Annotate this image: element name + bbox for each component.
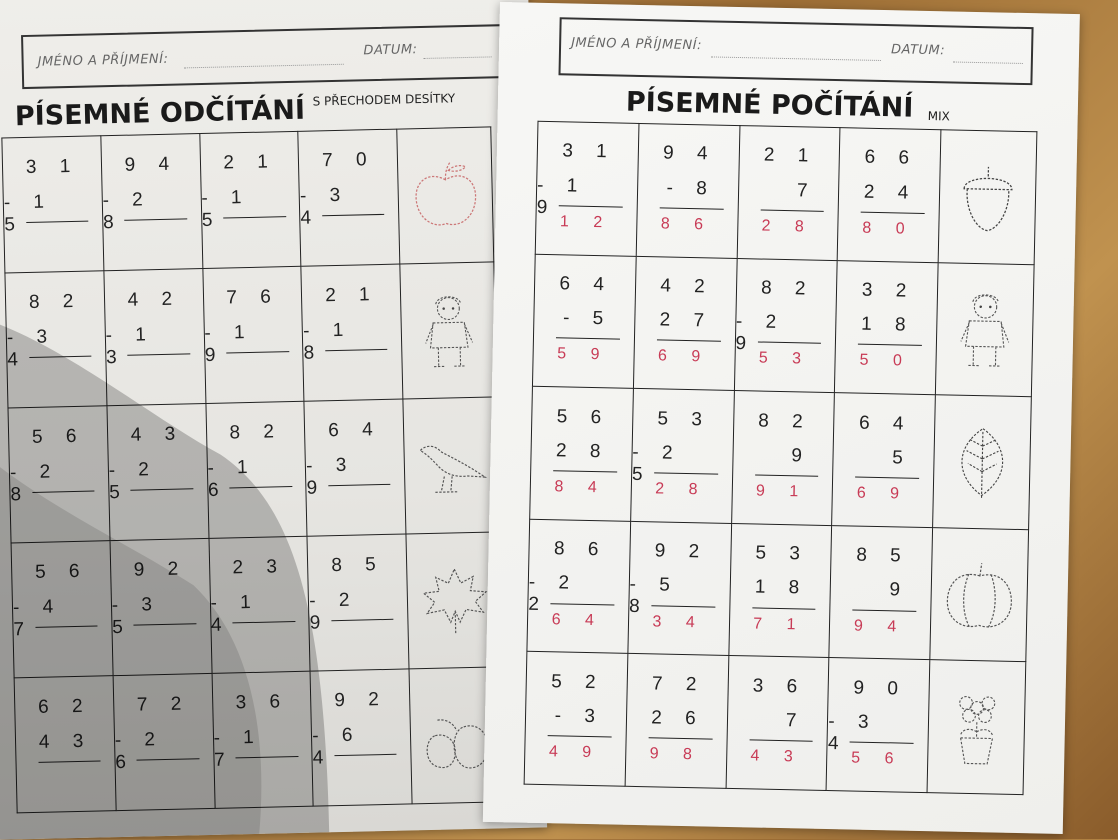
picture-cell <box>938 130 1037 265</box>
problem-row <box>11 532 503 678</box>
minuend: 8 2 <box>760 277 815 300</box>
subtrahend: 2 8 <box>555 440 610 463</box>
subtrahend: - 3 4 <box>6 325 57 371</box>
flower-pot-outline-icon <box>935 669 1017 786</box>
subtrahend: 9 <box>791 445 812 467</box>
problem-cell <box>101 134 203 271</box>
problem-cell <box>212 671 314 808</box>
result-line <box>861 211 925 213</box>
subtrahend: - 1 5 <box>201 186 251 231</box>
minuend: 5 6 <box>34 560 89 583</box>
minuend: 5 6 <box>31 425 86 448</box>
minuend: 6 4 <box>328 418 382 441</box>
problem-cell <box>829 525 933 660</box>
minuend: 7 2 <box>651 673 706 696</box>
subtrahend: 2 4 <box>863 181 918 204</box>
subtrahend: 7 <box>785 710 806 732</box>
problem-row <box>535 121 1037 264</box>
handwritten-answer: 6 4 <box>551 610 605 629</box>
subtrahend: - 1 5 <box>3 190 54 236</box>
minuend: 2 1 <box>324 283 379 306</box>
subtrahend: - 1 8 <box>302 319 353 364</box>
picture-cell <box>403 397 500 534</box>
worksheet-subtitle: S PŘECHODEM DESÍTKY <box>312 91 456 109</box>
subtrahend: 2 7 <box>659 309 714 332</box>
handwritten-answer: 4 3 <box>750 747 803 766</box>
result-line <box>752 607 816 609</box>
subtrahend: - 5 <box>562 307 613 330</box>
problem-row <box>8 397 500 543</box>
girl-outline-icon <box>408 271 489 391</box>
worksheet-mix <box>483 2 1080 834</box>
handwritten-answer: 9 8 <box>649 745 703 764</box>
bird-outline-icon <box>411 406 492 526</box>
problem-row <box>14 667 506 813</box>
subtrahend: - 3 9 <box>305 454 356 499</box>
subtrahend: 1 8 <box>860 313 915 336</box>
minuend: 4 2 <box>660 275 714 298</box>
minuend: 3 1 <box>562 140 616 163</box>
subtrahend: - 2 9 <box>735 311 786 355</box>
handwritten-answer: 9 1 <box>755 482 809 501</box>
result-line <box>755 475 819 477</box>
result-line <box>858 344 922 346</box>
picture-cell <box>927 660 1026 795</box>
problem-row <box>2 127 494 273</box>
handwritten-answer: 6 9 <box>657 347 711 366</box>
minuend: 3 6 <box>752 675 807 698</box>
handwritten-answer: 5 6 <box>851 749 904 768</box>
minuend: 9 2 <box>133 558 188 581</box>
result-line <box>659 207 723 209</box>
problem-cell <box>636 123 740 258</box>
worksheet-subtraction <box>0 0 547 840</box>
handwritten-answer: 5 9 <box>557 345 610 364</box>
problem-cell <box>205 401 307 538</box>
minuend: 8 6 <box>553 538 608 561</box>
picture-cell <box>933 395 1032 530</box>
subtrahend: - 1 7 <box>213 726 263 771</box>
minuend: 8 2 <box>28 290 83 313</box>
handwritten-answer: 5 0 <box>859 352 912 371</box>
handwritten-answer: 8 4 <box>554 478 607 497</box>
minuend: 6 4 <box>858 412 913 435</box>
subtrahend: - 1 4 <box>210 591 260 636</box>
problem-cell <box>835 260 939 395</box>
subtrahend: - 8 <box>666 177 716 200</box>
subtrahend: - 2 9 <box>309 589 359 634</box>
result-line <box>855 477 919 479</box>
minuend: 5 6 <box>556 405 611 429</box>
leaf-outline-icon <box>941 403 1023 520</box>
boy-outline-icon <box>944 271 1026 388</box>
subtrahend: - 3 5 <box>111 593 162 638</box>
subtrahend: - 2 5 <box>631 441 682 486</box>
name-label: JMÉNO A PŘÍJMENÍ: <box>570 35 703 54</box>
problem-cell <box>5 271 107 408</box>
problem-grid <box>524 121 1038 795</box>
problem-cell <box>301 264 403 401</box>
result-line <box>760 209 824 211</box>
handwritten-answer: 7 1 <box>753 615 806 634</box>
problem-cell <box>737 126 841 261</box>
name-date-box <box>21 24 504 89</box>
problem-cell <box>731 391 835 526</box>
handwritten-answer: 8 0 <box>862 219 915 238</box>
name-label: JMÉNO A PŘÍJMENÍ: <box>37 51 169 70</box>
minuend: 7 0 <box>321 148 376 172</box>
handwritten-answer: 2 8 <box>761 217 814 236</box>
minuend: 8 5 <box>331 553 385 576</box>
worksheet-title: PÍSEMNÉ POČÍTÁNÍ <box>625 86 914 124</box>
problem-cell <box>832 393 936 528</box>
problem-row <box>527 519 1029 662</box>
problem-cell <box>304 399 406 536</box>
maple-leaf-outline-icon <box>414 541 495 661</box>
name-date-box <box>558 17 1033 85</box>
problem-cell <box>14 676 116 813</box>
problem-cell <box>628 521 732 656</box>
subtrahend: - 3 4 <box>827 711 878 755</box>
minuend: 8 2 <box>758 410 812 433</box>
date-label: DATUM: <box>890 42 946 59</box>
problem-cell <box>8 406 110 543</box>
result-line <box>749 740 813 742</box>
minuend: 3 1 <box>25 155 80 178</box>
problem-cell <box>625 654 729 789</box>
minuend: 9 2 <box>334 688 389 711</box>
result-line <box>553 470 617 472</box>
result-line <box>556 338 620 340</box>
subtrahend: - 3 4 <box>299 184 350 229</box>
minuend: 8 2 <box>229 420 284 444</box>
worksheet-subtitle: MIX <box>927 108 950 124</box>
picture-cell <box>930 527 1029 662</box>
problem-cell <box>202 266 304 403</box>
handwritten-answer: 4 9 <box>548 743 602 762</box>
result-line <box>648 738 712 740</box>
subtrahend: - 1 9 <box>204 321 254 366</box>
minuend: 6 2 <box>37 695 92 718</box>
picture-cell <box>400 262 497 399</box>
handwritten-answer: 5 3 <box>758 349 812 368</box>
acorn-outline-icon <box>947 138 1029 255</box>
minuend: 4 3 <box>130 423 185 446</box>
subtrahend: - 2 8 <box>102 188 152 233</box>
subtrahend: - 3 <box>554 705 605 728</box>
minuend: 9 0 <box>853 677 908 700</box>
apple-outline-icon <box>405 136 486 256</box>
result-line <box>548 735 612 737</box>
result-line <box>38 761 101 763</box>
problem-grid <box>1 126 506 813</box>
minuend: 8 5 <box>856 544 910 567</box>
subtrahend: - 1 9 <box>536 174 587 218</box>
problem-cell <box>524 652 628 787</box>
problem-cell <box>104 269 206 406</box>
problem-cell <box>209 536 311 673</box>
handwritten-answer: 2 8 <box>655 480 708 499</box>
minuend: 6 6 <box>864 147 919 170</box>
problem-row <box>524 652 1026 795</box>
problem-row <box>530 386 1032 529</box>
subtrahend: - 1 6 <box>207 456 257 501</box>
handwritten-answer: 3 4 <box>652 612 705 631</box>
problem-cell <box>310 669 412 806</box>
minuend: 2 1 <box>223 151 278 174</box>
problem-cell <box>630 389 734 524</box>
problem-cell <box>633 256 737 391</box>
result-line <box>657 340 721 342</box>
problem-cell <box>307 534 409 671</box>
handwritten-answer: 8 6 <box>660 215 714 234</box>
problem-cell <box>2 136 104 273</box>
picture-cell <box>936 262 1035 397</box>
subtrahend: - 2 6 <box>114 728 165 773</box>
problem-cell <box>838 128 942 263</box>
minuend: 4 2 <box>127 288 182 311</box>
problem-cell <box>826 658 930 793</box>
subtrahend: - 1 3 <box>105 323 156 368</box>
minuend: 5 3 <box>755 542 810 565</box>
subtrahend: 2 6 <box>651 707 705 730</box>
problem-cell <box>530 386 634 521</box>
minuend: 5 3 <box>657 408 712 431</box>
problem-cell <box>110 538 212 675</box>
problem-cell <box>535 121 639 256</box>
problem-cell <box>734 258 838 393</box>
problem-cell <box>532 254 636 389</box>
minuend: 2 1 <box>763 144 818 168</box>
handwritten-answer: 6 9 <box>856 484 910 503</box>
handwritten-answer: 9 4 <box>853 617 907 636</box>
problem-row <box>532 254 1034 397</box>
problem-cell <box>11 541 113 678</box>
minuend: 7 2 <box>136 693 191 716</box>
subtrahend: - 2 5 <box>108 458 159 503</box>
pumpkin-outline-icon <box>938 536 1020 653</box>
problem-cell <box>527 519 631 654</box>
minuend: 2 3 <box>232 555 287 579</box>
minuend: 9 4 <box>124 153 179 176</box>
subtrahend: 7 <box>796 179 817 202</box>
minuend: 9 4 <box>662 142 717 165</box>
handwritten-answer: 1 2 <box>559 213 613 232</box>
minuend: 6 4 <box>559 273 614 296</box>
subtrahend: - 5 8 <box>628 574 680 618</box>
subtrahend: 5 <box>891 447 913 469</box>
minuend: 3 6 <box>235 690 290 714</box>
result-line <box>853 609 917 611</box>
problem-cell <box>298 129 400 266</box>
problem-cell <box>728 523 832 658</box>
minuend: 9 2 <box>654 540 709 563</box>
problem-cell <box>107 403 209 540</box>
problem-cell <box>113 673 215 810</box>
problem-row <box>5 262 497 408</box>
minuend: 3 2 <box>861 279 916 302</box>
problem-cell <box>199 131 301 268</box>
date-label: DATUM: <box>363 42 418 59</box>
minuend: 5 2 <box>550 671 605 694</box>
subtrahend: 4 3 <box>38 730 93 753</box>
subtrahend: - 2 2 <box>528 572 579 616</box>
worksheet-title: PÍSEMNÉ ODČÍTÁNÍ <box>14 94 306 133</box>
subtrahend: - 4 7 <box>12 595 63 640</box>
picture-cell <box>397 127 494 264</box>
subtrahend: - 2 8 <box>9 460 60 506</box>
subtrahend: 1 8 <box>754 576 809 599</box>
subtrahend: - 6 4 <box>312 724 362 769</box>
minuend: 7 6 <box>226 286 281 309</box>
problem-cell <box>726 656 830 791</box>
subtrahend: 9 <box>889 579 910 602</box>
